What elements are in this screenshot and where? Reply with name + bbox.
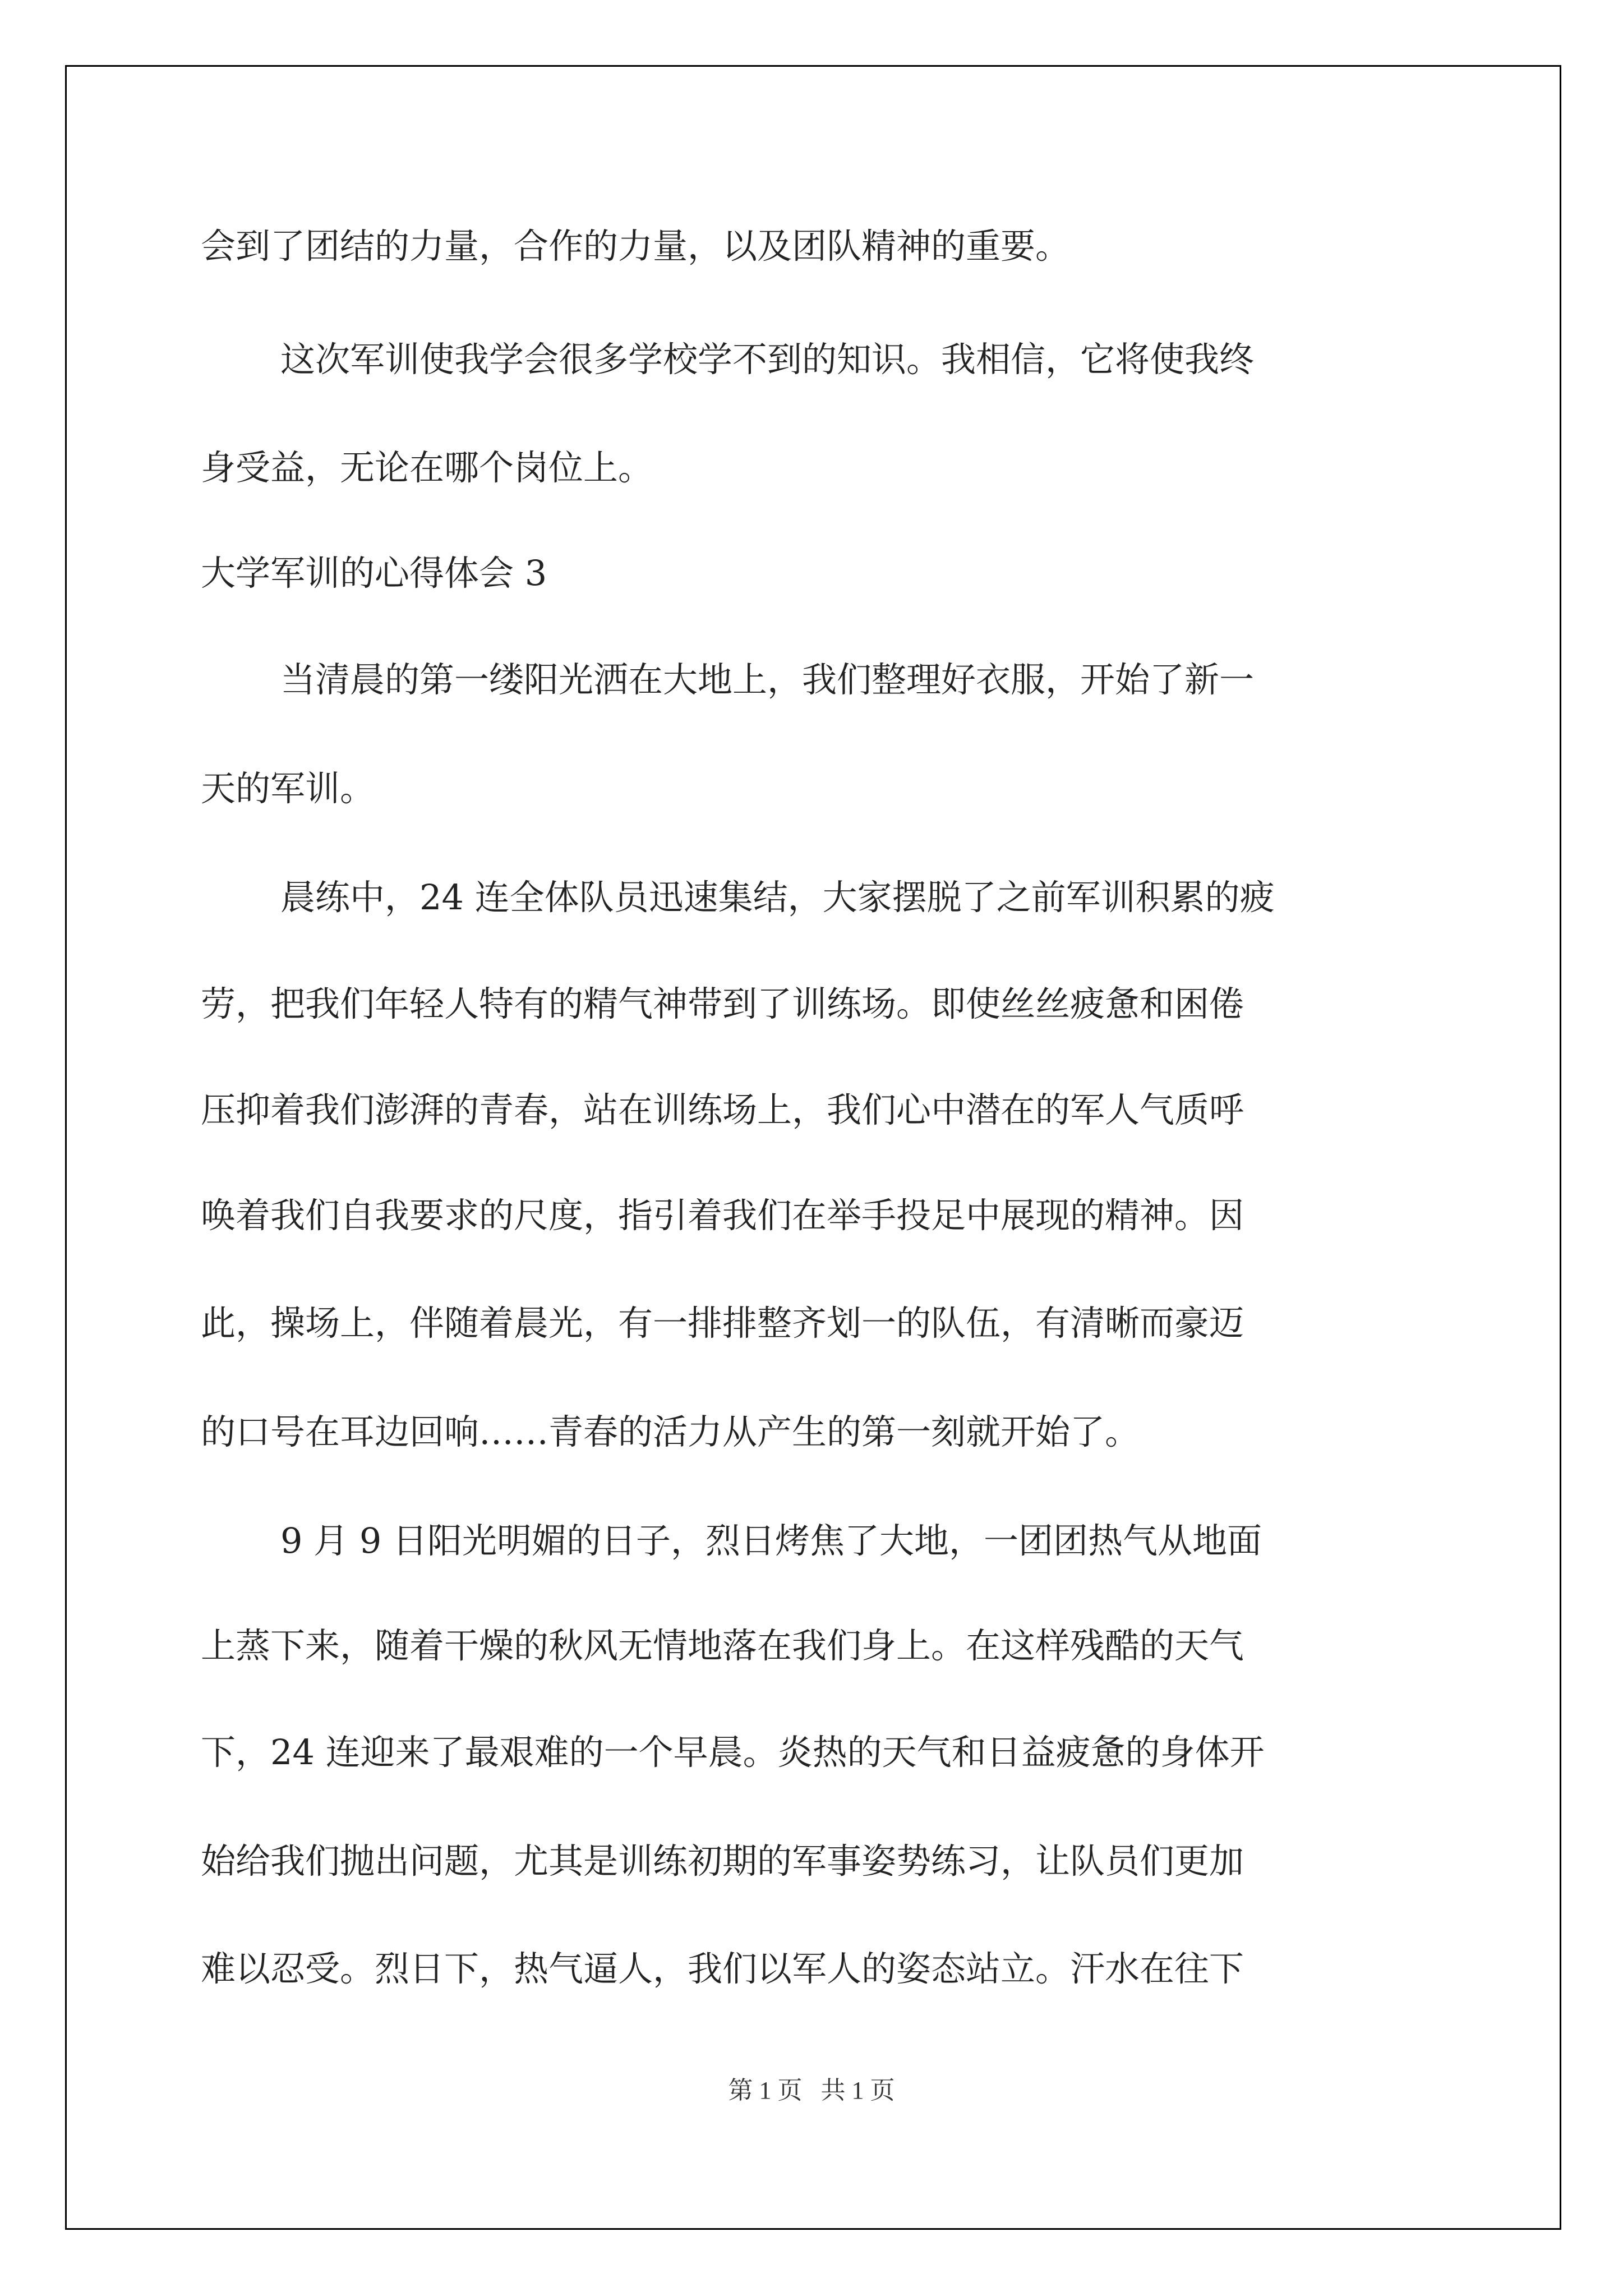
text-line: 晨练中，24 连全体队员迅速集结，大家摆脱了之前军训积累的疲 xyxy=(280,877,1275,918)
text-line: 会到了团结的力量，合作的力量，以及团队精神的重要。 xyxy=(201,226,1071,266)
text-line: 难以忍受。烈日下，热气逼人，我们以军人的姿态站立。汗水在往下 xyxy=(201,1948,1244,1989)
text-line: 此，操场上，伴随着晨光，有一排排整齐划一的队伍，有清晰而豪迈 xyxy=(201,1303,1244,1343)
text-line: 身受益，无论在哪个岗位上。 xyxy=(201,447,653,488)
text-line: 下，24 连迎来了最艰难的一个早晨。炎热的天气和日益疲惫的身体开 xyxy=(201,1732,1265,1773)
text-line: 的口号在耳边回响……青春的活力从产生的第一刻就开始了。 xyxy=(201,1411,1140,1452)
page-footer: 第 1 页 共 1 页 xyxy=(728,2077,895,2104)
text-line: 这次军训使我学会很多学校学不到的知识。我相信，它将使我终 xyxy=(280,339,1255,380)
text-line: 始给我们抛出问题，尤其是训练初期的军事姿势练习，让队员们更加 xyxy=(201,1841,1244,1881)
section-heading: 大学军训的心得体会 3 xyxy=(201,553,547,593)
text-line: 上蒸下来，随着干燥的秋风无情地落在我们身上。在这样残酷的天气 xyxy=(201,1625,1244,1666)
text-line: 当清晨的第一缕阳光洒在大地上，我们整理好衣服，开始了新一 xyxy=(280,659,1255,700)
text-line: 劳，把我们年轻人特有的精气神带到了训练场。即使丝丝疲惫和困倦 xyxy=(201,983,1244,1024)
text-line: 天的军训。 xyxy=(201,768,375,809)
text-line: 9 月 9 日阳光明媚的日子，烈日烤焦了大地，一团团热气从地面 xyxy=(280,1520,1262,1561)
page-border xyxy=(65,65,1561,2230)
text-line: 压抑着我们澎湃的青春，站在训练场上，我们心中潜在的军人气质呼 xyxy=(201,1089,1244,1130)
text-line: 唤着我们自我要求的尺度，指引着我们在举手投足中展现的精神。因 xyxy=(201,1195,1244,1236)
